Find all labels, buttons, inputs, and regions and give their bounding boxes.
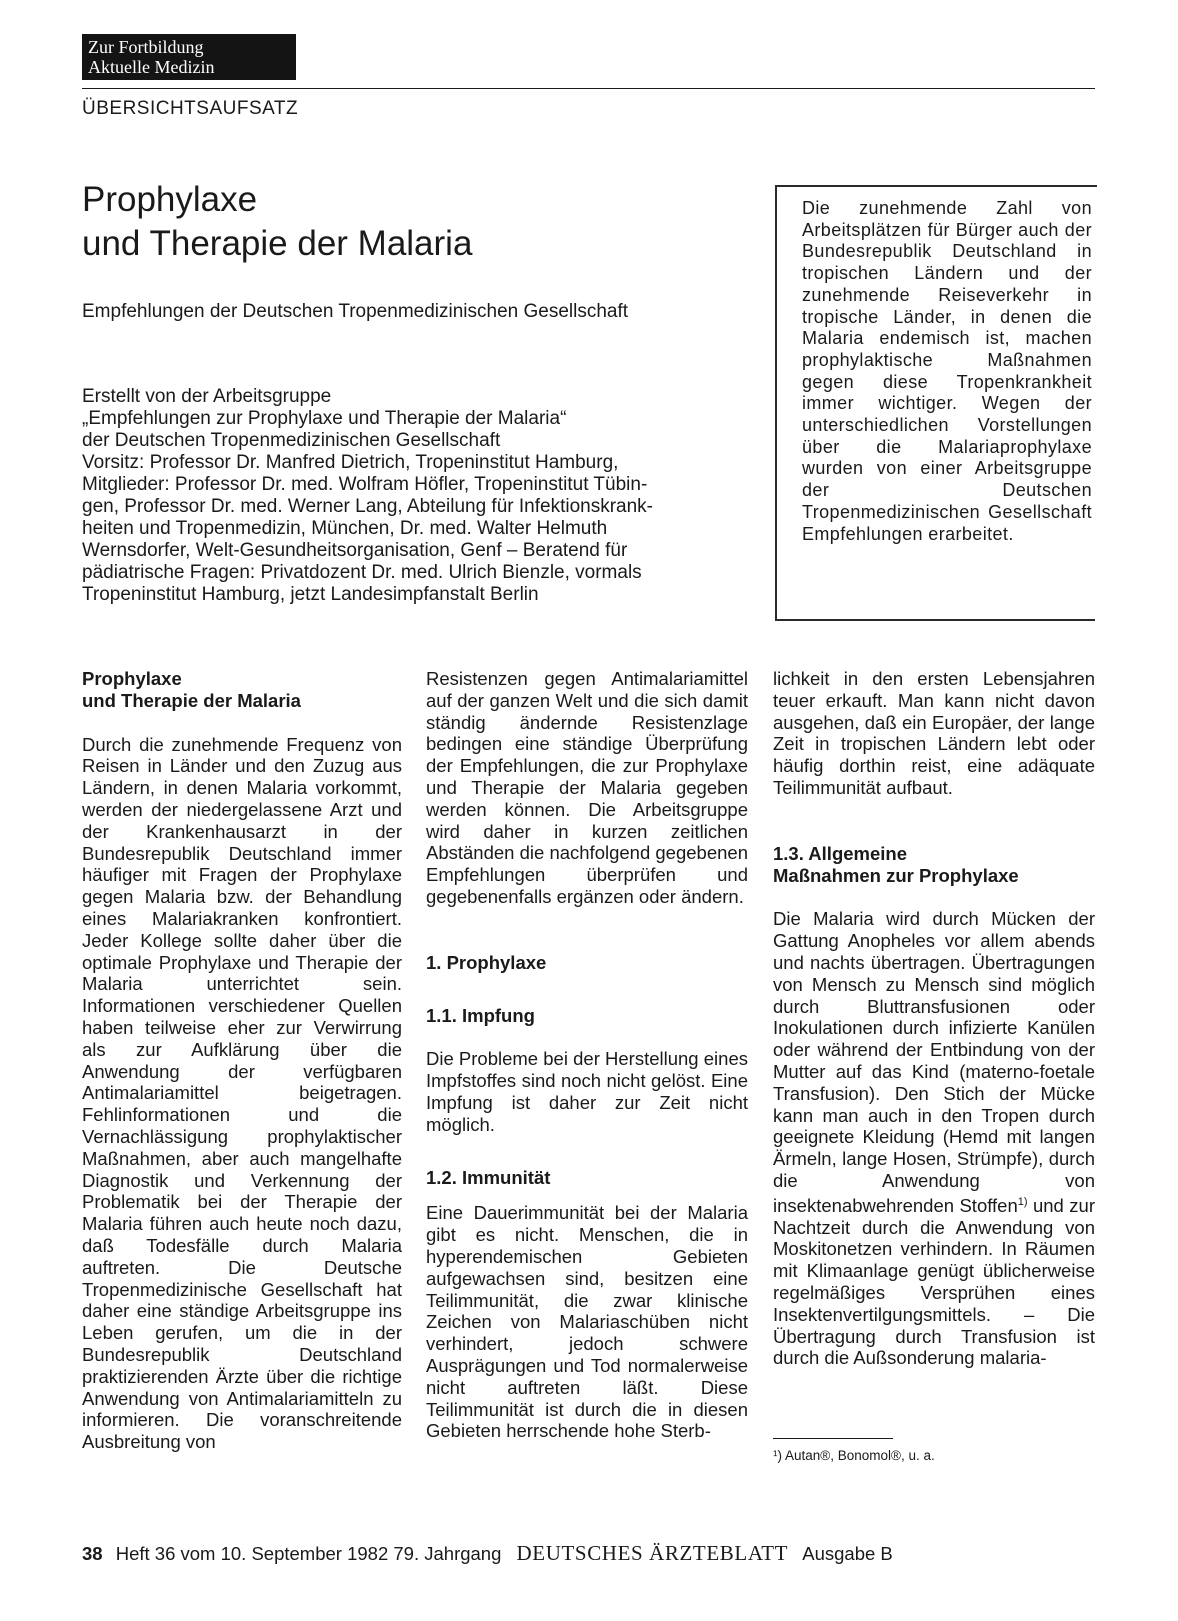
subsection-heading: 1.1. Impfung — [426, 1004, 535, 1026]
section-badge — [82, 34, 296, 80]
section-heading: 1. Prophylaxe — [426, 951, 547, 973]
paragraph-text: und zur Nachtzeit durch die Anwendung von Moskitonetzen verhindern. In Räumen mit Klimaanlage genügt üblicherweise regelmäßiges Versprühen eines Insektenvertilgungsmittels. – Die Übertragung durch Transfusion ist durch die Außsonderung malaria- — [773, 1194, 1095, 1369]
body-paragraph: Resistenzen gegen Antimalariamittel auf der ganzen Welt und die sich damit ständig ändernde Resistenzlage bedingen eine ständige Überprüfung der Empfehlungen, die zur Prophylaxe und Therapie der Malaria gegeben werden können. Die Arbeitsgruppe wird daher in kurzen zeitlichen Abständen die nachfolgend gegebenen Empfehlungen überprüfen und gegebenenfalls ergänzen oder ändern. — [426, 668, 748, 907]
credits-line: gen, Professor Dr. med. Werner Lang, Abteilung für Infektionskrank- — [82, 496, 653, 517]
author-credits — [82, 386, 752, 606]
body-paragraph: lichkeit in den ersten Lebensjahren teuer erkauft. Man kann nicht davon ausgehen, daß ein Europäer, der lange Zeit in tropischen Ländern lebt oder häufig dorthin reist, eine adäquate Teilimmunität aufbaut. — [773, 668, 1095, 798]
credits-line: Erstellt von der Arbeitsgruppe — [82, 386, 332, 407]
edition-label: Ausgabe B — [802, 1543, 893, 1564]
credits-line: Mitglieder: Professor Dr. med. Wolfram Höfler, Tropeninstitut Tübin- — [82, 474, 648, 495]
badge-line-1: Zur Fortbildung — [88, 37, 204, 57]
article-type-label: ÜBERSICHTSAUFSATZ — [82, 98, 299, 119]
abstract-box — [775, 185, 1095, 621]
header-rule — [82, 88, 1095, 89]
body-paragraph: Durch die zunehmende Frequenz von Reisen in Länder und den Zuzug aus Ländern, in denen Malaria vorkommt, werden der niedergelassene Arzt und der Krankenhausarzt in der Bundesrepublik Deutschland immer häufiger mit Fragen der Prophylaxe gegen Malaria bzw. der Behandlung eines Malariakranken konfrontiert. Jeder Kollege sollte daher über die optimale Prophylaxe und Therapie der Malaria unterrichtet sein. Informationen verschiedener Quellen haben teilweise eher zur Verwirrung als zur Aufklärung über die Anwendung der verfügbaren Antimalariamittel beigetragen. Fehlinformationen und die Vernachlässigung prophylaktischer Maßnahmen, aber auch mangelhafte Diagnostik und Verkennung der Problematik bei der Therapie der Malaria führen auch heute noch dazu, daß Todesfälle durch Malaria auftreten. Die Deutsche Tropenmedizinische Gesellschaft hat daher eine ständige Arbeitsgruppe ins Leben gerufen, um die in der Bundesrepublik Deutschland praktizierenden Ärzte über die richtige Anwendung von Antimalariamitteln zu informieren. Die voranschreitende Ausbreitung von — [82, 733, 402, 1453]
body-paragraph — [773, 908, 1095, 1369]
footnote-rule — [773, 1438, 893, 1439]
page-footer — [82, 1541, 1095, 1566]
body-column-2 — [426, 668, 748, 1442]
heading-line: Maßnahmen zur Prophylaxe — [773, 864, 1019, 886]
badge-line-2: Aktuelle Medizin — [88, 57, 215, 77]
body-paragraph: Die Probleme bei der Herstellung eines Impfstoffes sind noch nicht gelöst. Eine Impfung ist daher zur Zeit nicht möglich. — [426, 1048, 748, 1135]
body-column-1 — [82, 668, 402, 1453]
heading-line: und Therapie der Malaria — [82, 689, 301, 711]
abstract-top-rule — [777, 185, 1097, 187]
journal-masthead: DEUTSCHES ÄRZTEBLATT — [516, 1541, 789, 1565]
heading-line: Prophylaxe — [82, 668, 182, 689]
subsection-heading: 1.2. Immunität — [426, 1166, 551, 1188]
credits-line: Vorsitz: Professor Dr. Manfred Dietrich, Tropeninstitut Hamburg, — [82, 452, 619, 473]
credits-line: der Deutschen Tropenmedizinischen Gesellschaft — [82, 430, 501, 451]
page-number: 38 — [82, 1543, 103, 1564]
footnote-marker: 1) — [1017, 1195, 1028, 1208]
footnote: ¹) Autan®, Bonomol®, u. a. — [773, 1448, 935, 1463]
issue-info: Heft 36 vom 10. September 1982 79. Jahrgang — [115, 1543, 502, 1564]
body-column-3 — [773, 668, 1095, 1369]
paragraph-text: Die Malaria wird durch Mücken der Gattung Anopheles vor allem abends und nachts übertragen. Übertragungen von Mensch zu Mensch sind möglich durch Bluttransfusionen oder Inokulationen durch infizierte Kanülen oder während der Entbindung von der Mutter auf das Kind (materno-foetale Transfusion). Den Stich der Mücke kann man auch in den Tropen durch geeignete Kleidung (Hemd mit langen Ärmeln, lange Hosen, Strümpfe), durch die Anwendung von insektenabwehrenden Stoffen — [773, 908, 1095, 1216]
title-line-2: und Therapie der Malaria — [82, 224, 473, 263]
credits-line: Tropeninstitut Hamburg, jetzt Landesimpfanstalt Berlin — [82, 584, 539, 605]
abstract-text: Die zunehmende Zahl von Arbeitsplätzen für Bürger auch der Bundesrepublik Deutschland in tropischen Ländern und der zunehmende Reiseverkehr in tropische Länder, in denen die Malaria endemisch ist, machen prophylaktische Maßnahmen gegen diese Tropenkrankheit immer wichtiger. Wegen der unterschiedlichen Vorstellungen über die Malariaprophylaxe wurden von einer Arbeitsgruppe der Deutschen Tropenmedizinischen Gesellschaft Empfehlungen erarbeitet. — [802, 198, 1092, 544]
title-line-1: Prophylaxe — [82, 180, 258, 219]
article-title — [82, 178, 722, 266]
heading-line: 1.3. Allgemeine — [773, 842, 908, 864]
subsection-heading — [773, 843, 1095, 887]
credits-line: Wernsdorfer, Welt-Gesundheitsorganisation, Genf – Beratend für — [82, 540, 628, 561]
credits-line: pädiatrische Fragen: Privatdozent Dr. med. Ulrich Bienzle, vormals — [82, 562, 642, 583]
article-subtitle: Empfehlungen der Deutschen Tropenmedizinischen Gesellschaft — [82, 301, 629, 322]
section-heading — [82, 668, 402, 712]
credits-line: „Empfehlungen zur Prophylaxe und Therapie der Malaria“ — [82, 408, 567, 429]
body-paragraph: Eine Dauerimmunität bei der Malaria gibt es nicht. Menschen, die in hyperendemischen Gebieten aufgewachsen sind, besitzen eine Teilimmunität, die zwar klinische Zeichen von Malariaschüben nicht verhindert, jedoch schwere Ausprägungen und Tod normalerweise nicht auftreten läßt. Diese Teilimmunität ist durch die in diesen Gebieten herrschende hohe Sterb- — [426, 1202, 748, 1442]
credits-line: heiten und Tropenmedizin, München, Dr. med. Walter Helmuth — [82, 518, 608, 539]
